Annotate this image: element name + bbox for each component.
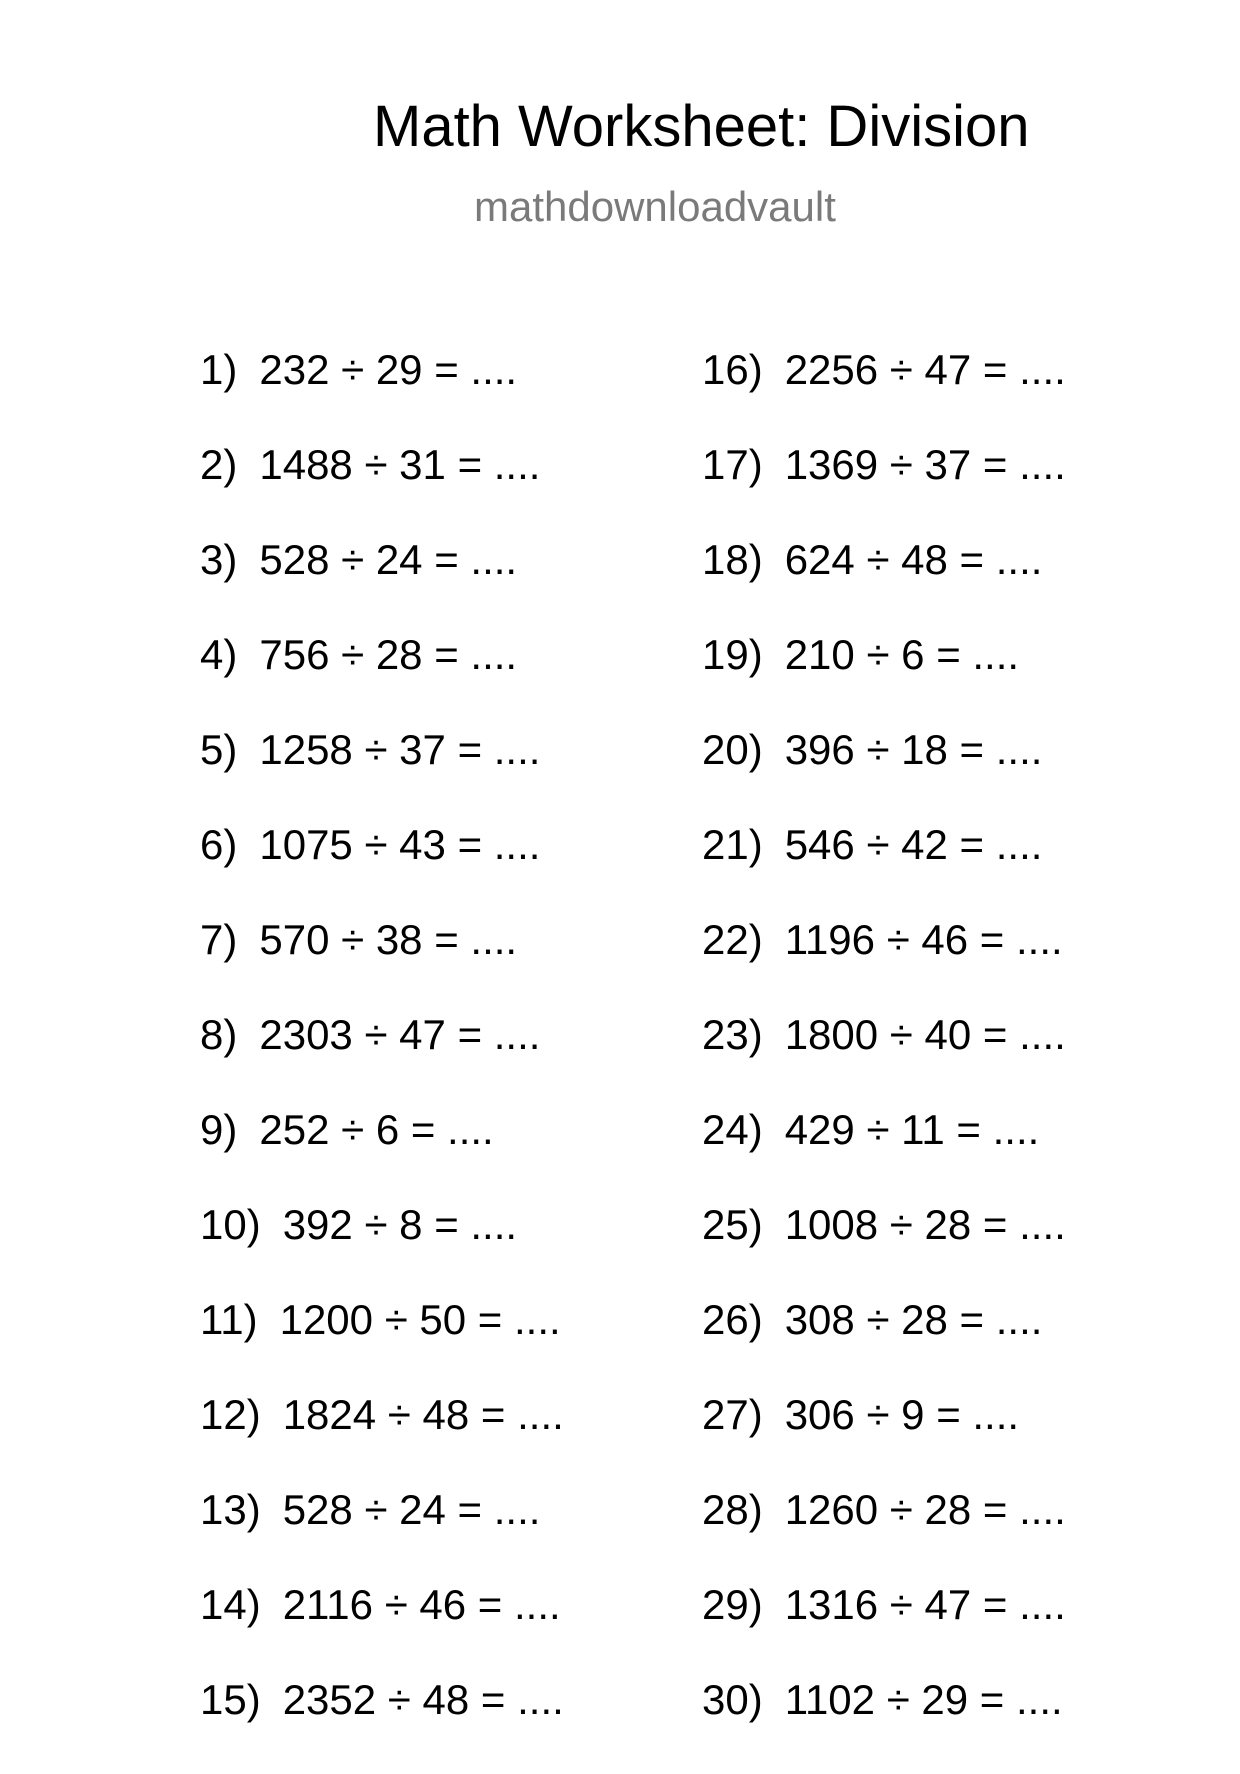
problem-expression: 306 ÷ 9 = .... (784, 1391, 1020, 1438)
problem-item (702, 1676, 1066, 1774)
problem-number: 5) (200, 726, 238, 773)
problem-expression: 1258 ÷ 37 = .... (259, 726, 541, 773)
problem-expression: 2352 ÷ 48 = .... (282, 1676, 564, 1723)
problem-item (200, 821, 564, 919)
problem-number: 4) (200, 631, 238, 678)
problem-expression: 252 ÷ 6 = .... (259, 1106, 494, 1153)
problem-item (702, 916, 1066, 1014)
problem-number: 24) (702, 1106, 763, 1153)
problem-number: 7) (200, 916, 238, 963)
problem-item (200, 441, 564, 539)
problem-item (702, 441, 1066, 539)
problem-item (702, 1201, 1066, 1299)
problem-item (200, 726, 564, 824)
problem-item (702, 1391, 1066, 1489)
problem-column-right (702, 346, 1066, 1774)
problem-expression: 1075 ÷ 43 = .... (259, 821, 541, 868)
problem-expression: 210 ÷ 6 = .... (784, 631, 1020, 678)
problem-item (200, 1106, 564, 1204)
problem-expression: 1008 ÷ 28 = .... (784, 1201, 1066, 1248)
problem-item (200, 536, 564, 634)
problem-number: 9) (200, 1106, 238, 1153)
worksheet-title: Math Worksheet: Division (373, 94, 1030, 159)
problem-item (200, 1676, 564, 1774)
problem-number: 30) (702, 1676, 763, 1723)
problem-number: 25) (702, 1201, 763, 1248)
problem-number: 18) (702, 536, 763, 583)
problem-number: 8) (200, 1011, 238, 1058)
problem-number: 10) (200, 1201, 261, 1248)
problem-number: 17) (702, 441, 763, 488)
problem-item (702, 536, 1066, 634)
problem-number: 2) (200, 441, 238, 488)
problem-expression: 308 ÷ 28 = .... (784, 1296, 1043, 1343)
problem-expression: 2303 ÷ 47 = .... (259, 1011, 541, 1058)
problem-number: 23) (702, 1011, 763, 1058)
problem-number: 19) (702, 631, 763, 678)
problem-number: 16) (702, 346, 763, 393)
problem-expression: 2256 ÷ 47 = .... (784, 346, 1066, 393)
problem-number: 29) (702, 1581, 763, 1628)
problem-expression: 1316 ÷ 47 = .... (784, 1581, 1066, 1628)
problem-expression: 2116 ÷ 46 = .... (282, 1581, 561, 1628)
problem-number: 15) (200, 1676, 261, 1723)
problem-expression: 1200 ÷ 50 = .... (279, 1296, 561, 1343)
problem-item (702, 631, 1066, 729)
problem-expression: 232 ÷ 29 = .... (259, 346, 518, 393)
problem-number: 6) (200, 821, 238, 868)
problem-number: 27) (702, 1391, 763, 1438)
problem-item (200, 1201, 564, 1299)
problem-expression: 429 ÷ 11 = .... (784, 1106, 1040, 1153)
problem-number: 21) (702, 821, 763, 868)
problem-expression: 1488 ÷ 31 = .... (259, 441, 541, 488)
problem-item (200, 346, 564, 444)
problem-expression: 392 ÷ 8 = .... (282, 1201, 518, 1248)
problem-number: 11) (200, 1296, 258, 1343)
problem-item (702, 1011, 1066, 1109)
problem-expression: 1260 ÷ 28 = .... (784, 1486, 1066, 1533)
problem-expression: 756 ÷ 28 = .... (259, 631, 518, 678)
problem-item (702, 1296, 1066, 1394)
problem-number: 12) (200, 1391, 261, 1438)
problem-number: 26) (702, 1296, 763, 1343)
problem-item (200, 1486, 564, 1584)
problem-expression: 1196 ÷ 46 = .... (784, 916, 1063, 963)
problem-item (702, 1581, 1066, 1679)
problem-item (200, 1391, 564, 1489)
problem-item (200, 1296, 564, 1394)
problem-item (200, 1011, 564, 1109)
problem-expression: 1369 ÷ 37 = .... (784, 441, 1066, 488)
problem-number: 14) (200, 1581, 261, 1628)
problem-expression: 546 ÷ 42 = .... (784, 821, 1043, 868)
problem-item (200, 631, 564, 729)
problem-item (200, 1581, 564, 1679)
problem-expression: 1824 ÷ 48 = .... (282, 1391, 564, 1438)
problem-expression: 396 ÷ 18 = .... (784, 726, 1043, 773)
problem-number: 1) (200, 346, 238, 393)
problem-expression: 1102 ÷ 29 = .... (784, 1676, 1063, 1723)
problem-expression: 528 ÷ 24 = .... (259, 536, 518, 583)
problem-column-left (200, 346, 564, 1774)
problem-expression: 624 ÷ 48 = .... (784, 536, 1043, 583)
problem-item (702, 726, 1066, 824)
problem-expression: 570 ÷ 38 = .... (259, 916, 518, 963)
problem-item (702, 821, 1066, 919)
problem-item (702, 1486, 1066, 1584)
problem-number: 22) (702, 916, 763, 963)
problem-expression: 1800 ÷ 40 = .... (784, 1011, 1066, 1058)
problem-item (200, 916, 564, 1014)
problem-item (702, 1106, 1066, 1204)
worksheet-subtitle: mathdownloadvault (474, 183, 836, 230)
problem-number: 20) (702, 726, 763, 773)
problem-expression: 528 ÷ 24 = .... (282, 1486, 541, 1533)
problem-number: 28) (702, 1486, 763, 1533)
problem-item (702, 346, 1066, 444)
problem-number: 3) (200, 536, 238, 583)
problem-number: 13) (200, 1486, 261, 1533)
